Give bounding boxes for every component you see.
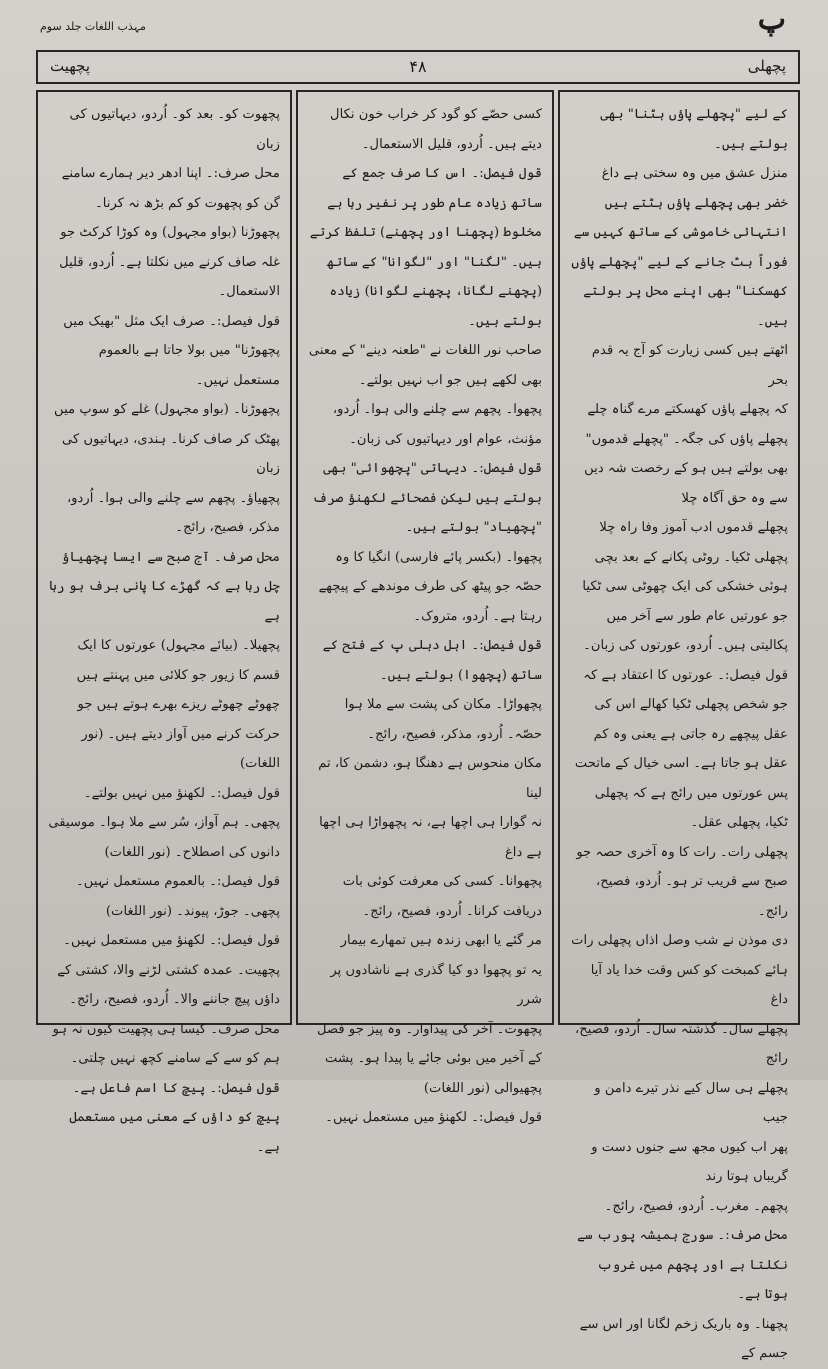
entry-text: خضر بھی پچھلے پاؤں ہٹتے ہیں (604, 195, 788, 211)
entry-text: نہ گوارا ہی اچھا ہے، نہ پچھواڑا ہی اچھا ہے داغ (319, 815, 542, 860)
entry-text: پچھوڑنا۔ (بواو مجہول) غلے کو سوپ میں پھٹک کر صاف کرنا۔ ہندی، دیہاتیوں کی زبان (54, 402, 280, 476)
entry-text: قول فیصل:۔ صرف ایک مثل "بھیک میں پچھوڑنا" میں بولا جاتا ہے بالعموم مستعمل نہیں۔ (63, 313, 280, 388)
entry-text: پچھواڑا۔ مکان کی پشت سے ملا ہوا حصّہ۔ اُردو، مذکر، فصیح، رائج۔ (344, 697, 542, 742)
entry-text: قول فیصل:۔ لکھنؤ میں نہیں بولتے۔ (83, 785, 280, 801)
book-title: مہذب اللغات جلد سوم (40, 20, 146, 33)
column-middle (296, 90, 554, 1125)
entry-text: پچھنا۔ وہ باریک زخم لگانا اور اس سے جسم کے (579, 1316, 788, 1361)
top-margin (40, 2, 800, 37)
entry-text: صاحب نور اللغات نے "طعنہ دینے" کے معنی بھی لکھے ہیں جو اب نہیں بولتے۔ (308, 343, 542, 388)
entry-text: محل صرف۔ کیسا ہی پچھیت کیوں نہ ہو ہم کو سے کے سامنے کچھ نہیں چلتی۔ (52, 1021, 280, 1066)
entry-text: مر گئے یا ابھی زندہ ہیں تمھارے بیمار (340, 933, 542, 948)
entry-text: پچھوڑنا (بواو مجہول) وہ کوڑا کرکٹ جو غلہ صاف کرنے میں نکلتا ہے۔ اُردو، قلیل الاستعمال۔ (59, 225, 280, 299)
entry-text: قول فیصل:۔ اہل دہلی پ کے فتح کے ساتھ (پچھوا) بولتے ہیں۔ (322, 638, 542, 683)
last-headword: پچھیت (50, 57, 91, 75)
entry-text: پچھلی رات۔ رات کا وہ آخری حصہ جو صبح سے قریب تر ہو۔ اُردو، فصیح، رائج۔ (576, 844, 788, 919)
entry-text: قول فیصل:۔ پیچ کا اسم فاعل ہے۔ پیچ کو داؤں کے معنی میں مستعمل ہے۔ (69, 1080, 280, 1155)
entry-text: پچھی۔ ہم آواز، سُر سے ملا ہوا۔ موسیقی دانوں کی اصطلاح۔ (نور اللغات) (48, 815, 280, 860)
entry-text: پچھلے قدموں ادب آموز وفا راہ چلا (599, 520, 788, 535)
entry-text: محل صرف:۔ اپنا ادھر دیر ہمارے سامنے گن کو پچھوت کو کم بڑھ نہ کرنا۔ (61, 166, 280, 211)
entry-text: محل صرف۔ آج صبح سے ایسا پچھیاؤ چل رہا ہے کہ گھڑے کا پانی برف ہو رہا ہے (49, 549, 280, 624)
entry-text: ہائے کمبخت کو کس وقت خدا یاد آیا داغ (590, 962, 788, 1007)
entry-text: پچھلے پاؤں کی جگہ۔ "پچھلے قدموں" بھی بولتے ہیں ہو کے رخصت شہ دیں سے وہ حق آگاہ چلا (584, 431, 788, 506)
section-letter: پ (757, 2, 786, 37)
entry-text: پچھیت۔ عمدہ کشتی لڑنے والا، کشتی کے داؤں پیچ جاننے والا۔ اُردو، فصیح، رائج۔ (57, 962, 280, 1007)
entry-text: محل صرف:۔ سورج ہمیشہ پورب سے نکلتا ہے اور پچھم میں غروب ہوتا ہے۔ (577, 1228, 788, 1302)
entry-text: مکان منحوس ہے دھنگا ہو، دشمن کا، تم لینا (318, 756, 542, 801)
entry-text: پچھیاؤ۔ پچھم سے چلنے والی ہوا۔ اُردو، مذکر، فصیح، رائج۔ (66, 490, 280, 535)
entry-text: پچھیلا۔ (بیائے مجہول) عورتوں کا ایک قسم کا زیور جو کلائی میں پہنتے ہیں چھوٹے چھوٹے ریزے بھرے ہوتے ہیں جو حرکت کرنے میں آواز دیتے ہیں۔ (نور اللغات) (76, 638, 280, 771)
entry-text: پچھلے ہی سال کیے نذر تیرے دامن و جیب (594, 1080, 788, 1125)
entry-text: اٹھتے ہیں کسی زیارت کو آج یہ قدم بحر (591, 343, 788, 388)
entry-text: پچھلی ٹکیا۔ روٹی پکانے کے بعد بچی ہوئی خشکی کی ایک چھوٹی سی ٹکیا جو عورتیں عام طور سے آخر میں پکالیتی ہیں۔ اُردو، عورتوں کی زبان۔ (582, 549, 788, 653)
entry-text: پچھوت۔ آخر کی پیداوار۔ وہ پیز جو فصل کے آخیر میں بوئی جائے یا پیدا ہو۔ پشت پچھیوالی (نور اللغات) (317, 1021, 542, 1096)
entry-text: پچھم۔ مغرب۔ اُردو، فصیح، رائج۔ (604, 1198, 788, 1214)
entry-text: یہ تو پچھوا دو کیا گذری ہے ناشادوں پر شرر (330, 962, 542, 1007)
column-left (36, 90, 292, 1155)
entry-text: انتہائی خاموشی کے ساتھ کہیں سے فوراً ہٹ جانے کے لیے "پچھلے پاؤں کھسکنا" بھی اپنے محل پر بولتے ہیں۔ (571, 225, 788, 329)
first-headword: پچھلی (747, 57, 786, 75)
entry-text: قول فیصل:۔ لکھنؤ میں مستعمل نہیں۔ (325, 1110, 542, 1125)
column-right (558, 90, 800, 1361)
entry-text: قول فیصل:۔ دیہاتی "پچھوائی" بھی بولتے ہیں لیکن فصحائے لکھنؤ صرف "پچھیاد" بولتے ہیں۔ (312, 461, 542, 535)
entry-text: قول فیصل:۔ عورتوں کا اعتقاد ہے کہ جو شخص پچھلی ٹکیا کھالے اس کی عقل پیچھے رہ جاتی ہے یعنی وہ کم عقل ہو جاتا ہے۔ اسی خیال کے ماتحت پس عورتوں میں رائج ہے کہ پچھلی ٹکیا، پچھلی عقل۔ (574, 667, 788, 830)
entry-text: پچھوا۔ (بکسر پائے فارسی) انگیا کا وہ حصّہ جو پیٹھ کی طرف موندھے کے پیچھے رہتا ہے۔ اُردو، متروک۔ (318, 549, 542, 624)
entry-text: پھر اب کیوں مجھ سے جنوں دست و گریباں ہوتا رند (591, 1139, 788, 1184)
entry-text: کے لیے "پچھلے پاؤں ہٹنا" بھی بولتے ہیں۔ (600, 107, 788, 152)
page-number: ۴۸ (409, 57, 427, 76)
entry-text: قول فیصل:۔ بالعموم مستعمل نہیں۔ (76, 874, 280, 889)
entry-text: کسی حصّے کو گود کر خراب خون نکال دیتے ہیں۔ اُردو، قلیل الاستعمال۔ (329, 107, 542, 152)
entry-text: منزل عشق میں وہ سختی ہے داغ (601, 166, 788, 181)
entry-text: پچھوت کو۔ بعد کو۔ اُردو، دیہاتیوں کی زبان (69, 107, 280, 152)
entry-text: پچھلے سال۔ گذشتہ سال۔ اُردو، فصیح، رائج (574, 1021, 788, 1066)
entry-text: پچھوانا۔ کسی کی معرفت کوئی بات دریافت کرانا۔ اُردو، فصیح، رائج۔ (342, 874, 542, 919)
entry-text: کہ پچھلے پاؤں کھسکتے مرے گناہ چلے (587, 402, 788, 417)
entry-text: قول فیصل:۔ لکھنؤ میں مستعمل نہیں۔ (63, 933, 280, 948)
entry-text: دی موذن نے شب وصل اذاں پچھلی رات (571, 933, 788, 948)
entry-text: پچھوا۔ پچھم سے چلنے والی ہوا۔ اُردو، مؤنث، عوام اور دیہاتیوں کی زبان۔ (332, 402, 542, 447)
entry-text: قول فیصل:۔ اس کا صرف جمع کے ساتھ زیادہ عام طور پر نفیر رہا ہے مخلوط (پچھنا اور پچھنے) تلفظ کرتے ہیں۔ "لگنا" اور "لگوانا" کے ساتھ (پچھنے لگانا، پچھنے لگوانا) زیادہ بولتے ہیں۔ (309, 166, 542, 329)
entry-text: پچھی۔ جوڑ، پیوند۔ (نور اللغات) (105, 903, 280, 919)
running-header (36, 50, 800, 84)
